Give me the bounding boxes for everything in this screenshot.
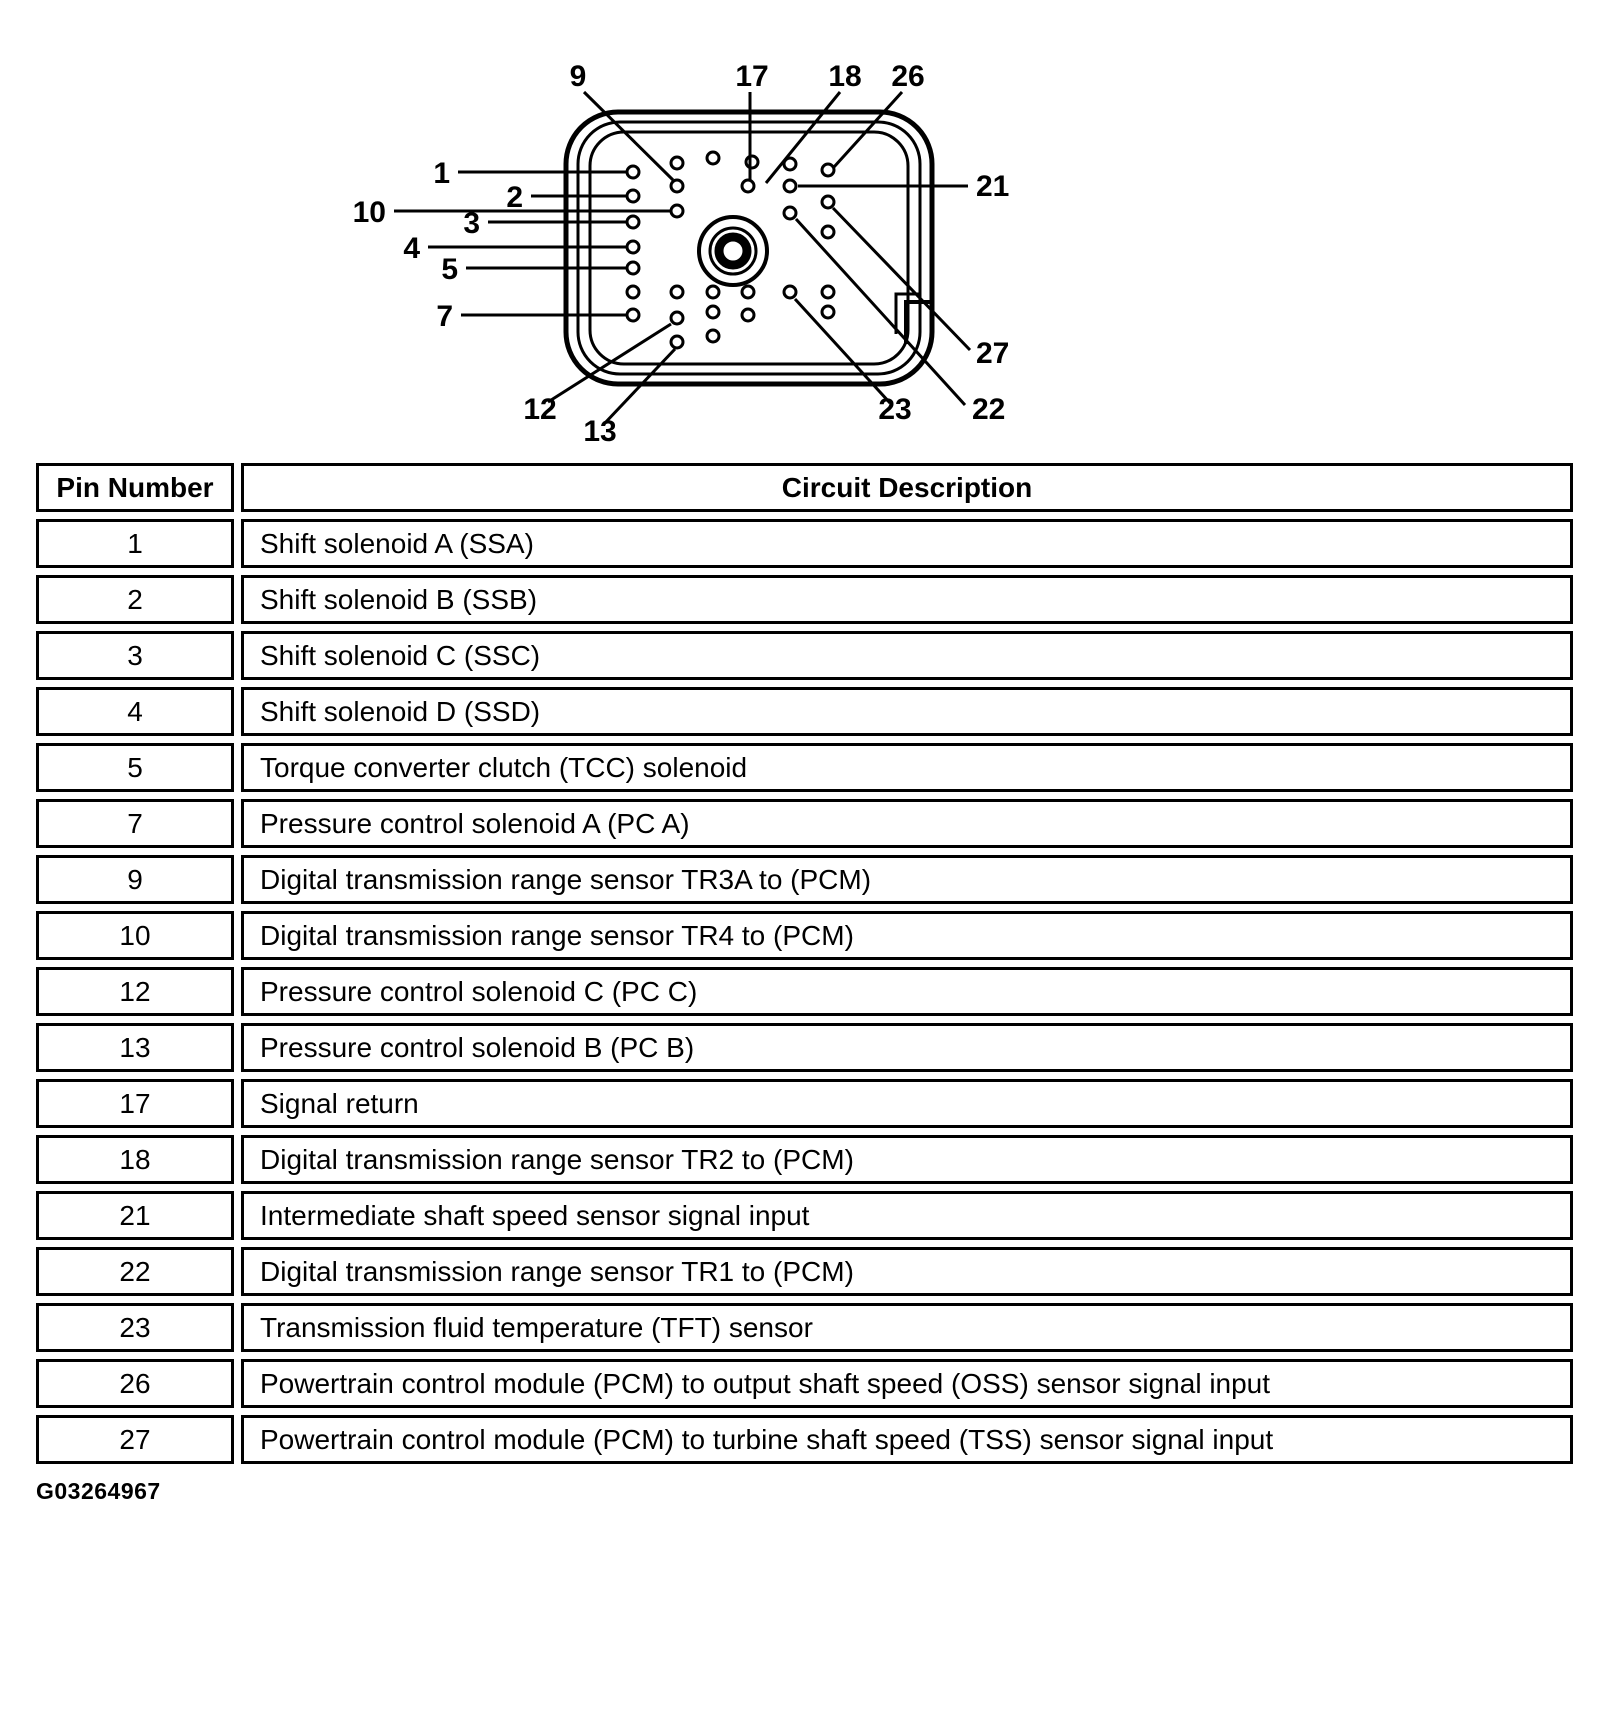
pin-number-cell: 10 (36, 911, 234, 960)
pin-callout-1-label: 1 (433, 157, 450, 190)
circuit-description-cell: Powertrain control module (PCM) to output shaft speed (OSS) sensor signal input (241, 1359, 1573, 1408)
pin-callout-3-label: 3 (463, 207, 480, 240)
pin-cavity (822, 196, 834, 208)
center-hole (699, 217, 767, 285)
circuit-description-cell: Powertrain control module (PCM) to turbine shaft speed (TSS) sensor signal input (241, 1415, 1573, 1464)
circuit-description-cell: Digital transmission range sensor TR1 to (PCM) (241, 1247, 1573, 1296)
pin-cavity (707, 330, 719, 342)
pin-callout-7-label: 7 (436, 300, 453, 333)
pin-number-cell: 17 (36, 1079, 234, 1128)
pin-number-cell: 12 (36, 967, 234, 1016)
pin-number-cell: 27 (36, 1415, 234, 1464)
pin-cavity (671, 205, 683, 217)
connector-diagram-svg (0, 0, 1609, 462)
pin-callout-13-label: 13 (583, 415, 617, 448)
circuit-description-cell: Shift solenoid A (SSA) (241, 519, 1573, 568)
circuit-description-cell: Transmission fluid temperature (TFT) sensor (241, 1303, 1573, 1352)
pin-cavity (784, 207, 796, 219)
pin-callout-5-label: 5 (441, 253, 458, 286)
circuit-description-cell: Digital transmission range sensor TR2 to (PCM) (241, 1135, 1573, 1184)
pin-cavity (671, 336, 683, 348)
pin-cavity (627, 216, 639, 228)
pin-callout-10-label: 10 (352, 196, 386, 229)
circuit-description-cell: Pressure control solenoid A (PC A) (241, 799, 1573, 848)
pin-callout-22-label: 22 (972, 393, 1006, 426)
callout-labels (353, 60, 1010, 448)
pin-callout-27-line (833, 208, 970, 350)
pin-cavity (784, 180, 796, 192)
pin-number-cell: 2 (36, 575, 234, 624)
pin-cavity (784, 286, 796, 298)
pin-cavity (627, 262, 639, 274)
pin-cavity (627, 286, 639, 298)
pin-cavity (746, 156, 758, 168)
circuit-description-cell: Pressure control solenoid C (PC C) (241, 967, 1573, 1016)
pin-cavity (742, 180, 754, 192)
pin-cavity (671, 286, 683, 298)
circuit-description-cell: Intermediate shaft speed sensor signal input (241, 1191, 1573, 1240)
circuit-description-cell: Shift solenoid C (SSC) (241, 631, 1573, 680)
pin-cavity (707, 286, 719, 298)
pin-cavity (627, 190, 639, 202)
pin-callout-26-label: 26 (891, 60, 925, 93)
pin-cavity (627, 309, 639, 321)
pin-number-cell: 13 (36, 1023, 234, 1072)
pin-number-cell: 9 (36, 855, 234, 904)
pin-cavity (627, 166, 639, 178)
circuit-description-cell: Digital transmission range sensor TR3A to (PCM) (241, 855, 1573, 904)
pin-cavity (822, 306, 834, 318)
pin-cavity (742, 309, 754, 321)
pin-cavity (627, 241, 639, 253)
pin-cavity (822, 286, 834, 298)
circuit-description-header: Circuit Description (241, 463, 1573, 512)
circuit-description-cell: Signal return (241, 1079, 1573, 1128)
pin-cavity (822, 226, 834, 238)
circuit-description-cell: Shift solenoid D (SSD) (241, 687, 1573, 736)
pin-cavity (671, 180, 683, 192)
circuit-description-cell: Digital transmission range sensor TR4 to (PCM) (241, 911, 1573, 960)
pin-number-cell: 21 (36, 1191, 234, 1240)
pin-number-cell: 4 (36, 687, 234, 736)
pin-number-cell: 22 (36, 1247, 234, 1296)
pin-number-cell: 26 (36, 1359, 234, 1408)
pin-cavity (671, 312, 683, 324)
circuit-description-cell: Shift solenoid B (SSB) (241, 575, 1573, 624)
pin-number-cell: 5 (36, 743, 234, 792)
pin-callout-17-label: 17 (735, 60, 769, 93)
pin-number-cell: 18 (36, 1135, 234, 1184)
pin-callout-23-line (795, 299, 890, 403)
pin-number-cell: 3 (36, 631, 234, 680)
pin-cavity (742, 286, 754, 298)
circuit-description-cell: Pressure control solenoid B (PC B) (241, 1023, 1573, 1072)
pin-number-cell: 7 (36, 799, 234, 848)
pin-cavities (627, 152, 834, 348)
pin-callout-2-label: 2 (506, 181, 523, 214)
pin-callout-12-label: 12 (523, 393, 557, 426)
pin-callout-4-label: 4 (403, 232, 420, 265)
circuit-description-cell: Torque converter clutch (TCC) solenoid (241, 743, 1573, 792)
pin-cavity (671, 157, 683, 169)
pin-number-cell: 1 (36, 519, 234, 568)
pin-number-cell: 23 (36, 1303, 234, 1352)
pin-table (36, 463, 1573, 1464)
pin-cavity (707, 306, 719, 318)
pin-cavity (822, 164, 834, 176)
pin-callout-9-label: 9 (569, 60, 587, 93)
pin-callout-18-label: 18 (828, 60, 862, 93)
connector-diagram (0, 0, 1609, 462)
pin-callout-27-label: 27 (976, 337, 1010, 370)
figure-id: G03264967 (36, 1478, 161, 1504)
pin-callout-26-line (834, 92, 902, 167)
pin-callout-21-label: 21 (976, 170, 1010, 203)
pin-callout-23-label: 23 (878, 393, 912, 426)
pin-number-header: Pin Number (36, 463, 234, 512)
pin-cavity (707, 152, 719, 164)
